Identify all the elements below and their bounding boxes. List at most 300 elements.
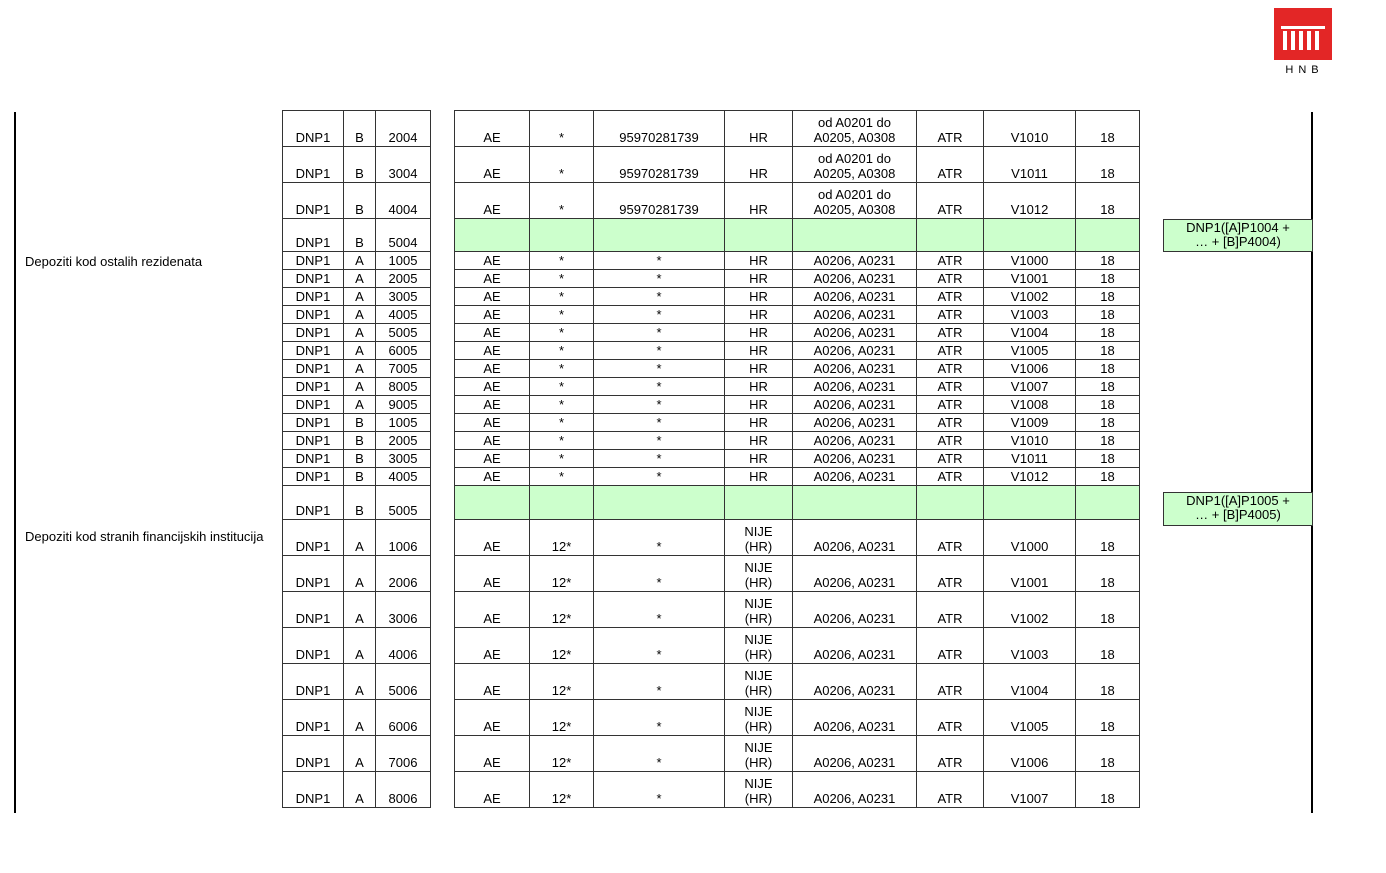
cell-part-text: B [355,433,364,448]
cell-type-text: AE [483,166,501,181]
cell-maturity-text: * [558,433,565,448]
cell-code-text: 18 [1100,755,1115,770]
cell-oib-text: * [656,451,662,466]
table-row [283,219,431,252]
cell-position [376,432,431,450]
cell-type [455,556,530,592]
cell-report-text: DNP1 [295,575,331,590]
cell-currency-text: V1010 [1010,433,1049,448]
cell-code-text: 18 [1100,130,1115,145]
cell-atr-text: ATR [937,611,963,626]
cell-type [455,306,530,324]
cell-maturity-text: 12* [551,611,572,626]
cell-maturity [530,324,594,342]
cell-position-text: 2006 [388,575,418,590]
cell-oib [594,288,725,306]
cell-position-text: 4005 [388,307,418,322]
cell-currency [984,700,1076,736]
cell-atr-text: ATR [937,683,963,698]
cell-report [283,520,344,556]
cell-position [376,183,431,219]
cell-instrument-text: A0206, A0231 [813,325,896,340]
cell-instrument-text: A0206, A0231 [813,791,896,806]
cell-currency-text: V1002 [1010,611,1049,626]
cell-position [376,556,431,592]
cell-type-text: AE [483,451,501,466]
cell-part [344,147,376,183]
cell-code [1076,342,1140,360]
cell-instrument [793,700,917,736]
cell-atr [917,252,984,270]
cell-report [283,147,344,183]
cell-part-text: A [355,253,364,268]
cell-type-text: AE [483,397,501,412]
cell-instrument-text: A0206, A0231 [813,361,896,376]
cell-instrument [793,664,917,700]
cell-instrument-text: A0206, A0231 [813,271,896,286]
table-row [283,628,431,664]
cell-currency [984,414,1076,432]
cell-maturity [530,700,594,736]
cell-country [725,772,793,808]
cell-report-text: DNP1 [295,130,331,145]
cell-type-text: AE [483,683,501,698]
cell-part [344,664,376,700]
table-row [283,592,431,628]
cell-type [455,396,530,414]
cell-code [1076,306,1140,324]
table-row [283,288,431,306]
cell-oib [594,111,725,147]
cell-oib-text: * [656,397,662,412]
cell-code-text: 18 [1100,397,1115,412]
cell-position-text: 7005 [388,361,418,376]
attribute-table [454,110,1140,808]
cell-report-text: DNP1 [295,379,331,394]
cell-type [455,342,530,360]
cell-country [725,486,793,520]
table-row [455,432,1140,450]
cell-position [376,664,431,700]
cell-currency-text: V1001 [1010,271,1049,286]
cell-instrument [793,324,917,342]
cell-country-text: HR [749,451,768,466]
cell-oib-text: * [656,433,662,448]
cell-position [376,288,431,306]
table-row [283,252,431,270]
cell-atr-text: ATR [937,343,963,358]
cell-maturity-text: 12* [551,719,572,734]
cell-report [283,628,344,664]
table-row [283,520,431,556]
cell-currency-text: V1004 [1010,683,1049,698]
cell-type-text: AE [483,202,501,217]
cell-atr [917,556,984,592]
cell-atr [917,520,984,556]
hnb-logo-icon [1274,8,1332,60]
cell-maturity-text: * [558,343,565,358]
cell-part-text: A [355,539,364,554]
cell-country-text: (HR) [744,755,773,770]
cell-currency-text: V1001 [1010,575,1049,590]
cell-instrument [793,306,917,324]
cell-position-text: 6006 [388,719,418,734]
cell-country [725,378,793,396]
cell-code [1076,396,1140,414]
cell-position-text: 4006 [388,647,418,662]
cell-type [455,468,530,486]
cell-part [344,360,376,378]
cell-report [283,664,344,700]
table-row [283,342,431,360]
cell-oib-text: * [656,325,662,340]
cell-maturity [530,147,594,183]
cell-country [725,183,793,219]
cell-instrument-text: A0206, A0231 [813,755,896,770]
cell-report-text: DNP1 [295,202,331,217]
cell-position [376,628,431,664]
cell-currency-text: V1010 [1010,130,1049,145]
table-row [455,324,1140,342]
cell-currency-text: V1000 [1010,253,1049,268]
cell-report-text: DNP1 [295,791,331,806]
cell-currency [984,252,1076,270]
cell-country [725,306,793,324]
cell-part [344,468,376,486]
table-row [283,700,431,736]
cell-currency-text: V1006 [1010,755,1049,770]
cell-instrument-text: A0206, A0231 [813,719,896,734]
cell-type-text: AE [483,130,501,145]
cell-part [344,628,376,664]
cell-report [283,378,344,396]
cell-maturity-text: * [558,451,565,466]
cell-position-text: 5005 [388,325,418,340]
cell-country-text: (HR) [744,791,773,806]
cell-maturity [530,664,594,700]
cell-country-text: HR [749,415,768,430]
cell-country [725,432,793,450]
cell-maturity-text: 12* [551,755,572,770]
cell-instrument [793,219,917,252]
cell-country-text: NIJE [744,524,773,539]
table-row [455,219,1140,252]
cell-country [725,468,793,486]
table-row [455,378,1140,396]
cell-currency [984,288,1076,306]
cell-oib [594,520,725,556]
cell-part [344,183,376,219]
cell-oib-text: * [656,575,662,590]
cell-currency-text: V1005 [1010,343,1049,358]
cell-position-text: 3005 [388,289,418,304]
cell-report-text: DNP1 [295,415,331,430]
cell-instrument [793,252,917,270]
cell-atr [917,219,984,252]
cell-oib-text: * [656,647,662,662]
cell-currency-text: V1011 [1011,166,1048,181]
cell-report [283,772,344,808]
cell-oib-text: * [656,379,662,394]
cell-part-text: B [355,235,364,250]
cell-atr [917,468,984,486]
cell-type-text: AE [483,647,501,662]
cell-atr [917,486,984,520]
cell-report [283,450,344,468]
cell-part-text: B [355,166,364,181]
cell-country-text: HR [749,307,768,322]
cell-code [1076,592,1140,628]
cell-instrument-text: A0206, A0231 [813,379,896,394]
cell-currency [984,219,1076,252]
cell-position-text: 1005 [388,253,418,268]
table-row [455,306,1140,324]
cell-position [376,520,431,556]
cell-maturity [530,288,594,306]
cell-code [1076,378,1140,396]
cell-part-text: A [355,791,364,806]
table-row [283,432,431,450]
cell-oib-text: * [656,539,662,554]
cell-position-text: 5006 [388,683,418,698]
table-row [455,270,1140,288]
cell-type [455,270,530,288]
table-row [283,324,431,342]
cell-maturity [530,556,594,592]
table-row [283,270,431,288]
cell-report [283,432,344,450]
cell-part [344,288,376,306]
cell-instrument-text: od A0201 do [817,151,892,166]
cell-oib [594,592,725,628]
cell-maturity-text: * [558,361,565,376]
cell-type [455,592,530,628]
cell-atr-text: ATR [937,166,963,181]
cell-position-text: 2004 [388,130,418,145]
cell-maturity [530,396,594,414]
cell-maturity [530,486,594,520]
cell-report-text: DNP1 [295,611,331,626]
cell-currency-text: V1002 [1010,289,1049,304]
cell-currency [984,772,1076,808]
table-row [455,147,1140,183]
cell-atr-text: ATR [937,361,963,376]
cell-oib [594,414,725,432]
section-label-strane-institucije [25,529,272,544]
cell-position [376,306,431,324]
cell-instrument [793,183,917,219]
cell-currency [984,736,1076,772]
cell-country [725,324,793,342]
cell-instrument [793,628,917,664]
cell-position-text: 4004 [388,202,418,217]
table-row [283,396,431,414]
cell-type-text: AE [483,325,501,340]
table-row [283,736,431,772]
cell-oib-text: * [656,611,662,626]
cell-country-text: HR [749,130,768,145]
cell-instrument [793,147,917,183]
cell-report [283,700,344,736]
cell-instrument-text: A0206, A0231 [813,415,896,430]
cell-code-text: 18 [1100,202,1115,217]
cell-country-text: NIJE [744,740,773,755]
cell-position [376,111,431,147]
cell-atr-text: ATR [937,415,963,430]
cell-report [283,183,344,219]
cell-position-text: 7006 [388,755,418,770]
cell-position-text: 6005 [388,343,418,358]
cell-type [455,183,530,219]
cell-country [725,270,793,288]
cell-oib-text: * [656,415,662,430]
cell-atr [917,432,984,450]
cell-part-text: A [355,289,364,304]
cell-part-text: A [355,271,364,286]
cell-oib-text: * [656,343,662,358]
cell-atr-text: ATR [937,202,963,217]
cell-position-text: 3006 [388,611,418,626]
cell-position-text: 8006 [388,791,418,806]
cell-code [1076,520,1140,556]
cell-type-text: AE [483,271,501,286]
cell-atr [917,414,984,432]
cell-currency [984,396,1076,414]
cell-currency-text: V1003 [1010,307,1049,322]
cell-oib [594,486,725,520]
cell-oib-text: * [656,791,662,806]
cell-position [376,378,431,396]
cell-part [344,700,376,736]
cell-report [283,736,344,772]
cell-type-text: AE [483,575,501,590]
cell-country [725,414,793,432]
cell-country-text: (HR) [744,647,773,662]
cell-oib-text: * [656,289,662,304]
cell-part [344,219,376,252]
cell-code-text: 18 [1100,271,1115,286]
cell-part-text: B [355,469,364,484]
cell-position-text: 9005 [388,397,418,412]
cell-code-text: 18 [1100,611,1115,626]
cell-report [283,414,344,432]
cell-code [1076,414,1140,432]
cell-part-text: B [355,202,364,217]
cell-position-text: 8005 [388,379,418,394]
cell-code-text: 18 [1100,253,1115,268]
cell-atr-text: ATR [937,451,963,466]
cell-oib [594,700,725,736]
cell-oib-text: * [656,719,662,734]
table-row [283,306,431,324]
cell-atr-text: ATR [937,469,963,484]
left-border-rule [14,112,16,813]
cell-report-text: DNP1 [295,719,331,734]
cell-report [283,360,344,378]
cell-position-text: 4005 [388,469,418,484]
cell-instrument [793,450,917,468]
cell-instrument [793,396,917,414]
cell-instrument [793,111,917,147]
cell-position-text: 5005 [388,503,418,518]
cell-instrument-text: A0206, A0231 [813,683,896,698]
cell-type [455,147,530,183]
cell-atr-text: ATR [937,271,963,286]
cell-report [283,270,344,288]
cell-maturity [530,270,594,288]
cell-currency-text: V1012 [1010,469,1049,484]
cell-type [455,219,530,252]
cell-currency-text: V1011 [1011,451,1048,466]
cell-oib [594,664,725,700]
cell-currency [984,432,1076,450]
table-row [455,486,1140,520]
cell-report-text: DNP1 [295,397,331,412]
cell-maturity [530,219,594,252]
cell-instrument-text: A0206, A0231 [813,253,896,268]
cell-atr [917,396,984,414]
cell-country [725,628,793,664]
cell-part-text: B [355,451,364,466]
cell-instrument-text: A0206, A0231 [813,539,896,554]
cell-country-text: NIJE [744,596,773,611]
cell-oib [594,270,725,288]
cell-country [725,700,793,736]
cell-country [725,147,793,183]
table-row [283,360,431,378]
cell-instrument [793,288,917,306]
cell-country-text: HR [749,433,768,448]
cell-type [455,252,530,270]
cell-maturity-text: * [558,469,565,484]
cell-part-text: A [355,683,364,698]
cell-country [725,556,793,592]
cell-position [376,396,431,414]
table-row [283,772,431,808]
table-row [455,736,1140,772]
table-row [455,360,1140,378]
cell-country-text: (HR) [744,575,773,590]
cell-type-text: AE [483,253,501,268]
cell-atr-text: ATR [937,575,963,590]
cell-maturity [530,183,594,219]
cell-oib-text: * [656,307,662,322]
cell-report-text: DNP1 [295,289,331,304]
cell-country-text: HR [749,289,768,304]
cell-code-text: 18 [1100,575,1115,590]
cell-country-text: NIJE [744,668,773,683]
cell-oib [594,736,725,772]
cell-country [725,342,793,360]
cell-atr [917,342,984,360]
cell-maturity [530,592,594,628]
cell-part-text: A [355,325,364,340]
cell-maturity-text: * [558,202,565,217]
cell-country [725,520,793,556]
cell-maturity-text: * [558,325,565,340]
cell-type [455,628,530,664]
cell-position-text: 3005 [388,451,418,466]
cell-report [283,252,344,270]
cell-atr [917,772,984,808]
cell-code-text: 18 [1100,683,1115,698]
cell-maturity [530,736,594,772]
cell-report-text: DNP1 [295,503,331,518]
cell-code [1076,324,1140,342]
hnb-logo [1274,8,1332,76]
cell-currency [984,592,1076,628]
cell-country-text: HR [749,253,768,268]
